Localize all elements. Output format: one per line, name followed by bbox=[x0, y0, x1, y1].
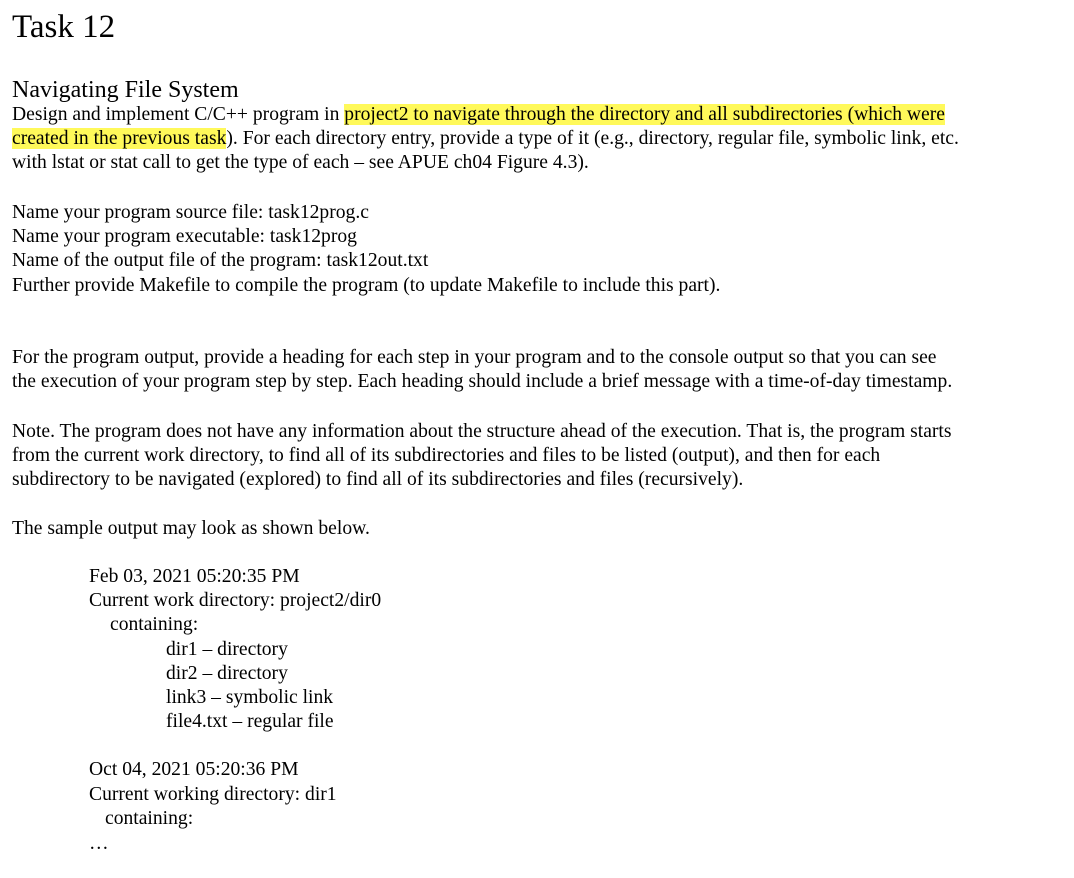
highlighted-text-2: created in the previous task bbox=[12, 128, 227, 150]
sample-entry: dir2 – directory bbox=[166, 663, 288, 684]
sample-intro bbox=[12, 517, 1062, 541]
intro-text-2b: ). For each directory entry, provide a type of it (e.g., directory, regular file, symbolic link, etc. bbox=[226, 128, 959, 150]
sample-ellipsis: … bbox=[89, 833, 109, 854]
output-line-2: the execution of your program step by step. Each heading should include a brief message with a time-of-day timestamp. bbox=[12, 371, 953, 393]
sample-entry: dir1 – directory bbox=[166, 639, 288, 660]
sample-containing-1: containing: bbox=[110, 614, 199, 635]
intro-text-1a: Design and implement C/C++ program in bbox=[12, 104, 345, 125]
sample-cwd-2: Current working directory: dir1 bbox=[89, 784, 337, 805]
names-paragraph bbox=[12, 201, 1062, 298]
makefile-line: Further provide Makefile to compile the program (to update Makefile to include this part). bbox=[12, 274, 721, 296]
intro-paragraph bbox=[12, 103, 1062, 176]
note-line-1: Note. The program does not have any information about the structure ahead of the execution. That is, the program starts bbox=[12, 421, 952, 442]
sample-timestamp-1: Feb 03, 2021 05:20:35 PM bbox=[89, 566, 300, 587]
sample-containing-2: containing: bbox=[105, 808, 194, 829]
sample-cwd-1: Current work directory: project2/dir0 bbox=[89, 590, 382, 611]
sample-intro-line: The sample output may look as shown below. bbox=[12, 518, 370, 539]
output-line-1: For the program output, provide a heading for each step in your program and to the console output so that you can see bbox=[12, 347, 937, 368]
note-paragraph bbox=[12, 420, 1062, 493]
task-title: Task 12 bbox=[12, 9, 116, 45]
output-paragraph bbox=[12, 346, 1062, 394]
output-file-line: Name of the output file of the program: task12out.txt bbox=[12, 250, 429, 272]
note-line-3: subdirectory to be navigated (explored) to find all of its subdirectories and files (recursively). bbox=[12, 469, 744, 491]
intro-line-1 bbox=[12, 103, 1062, 127]
executable-line: Name your program executable: task12prog bbox=[12, 226, 357, 248]
intro-line-3: with lstat or stat call to get the type of each – see APUE ch04 Figure 4.3). bbox=[12, 152, 589, 174]
intro-line-2 bbox=[12, 127, 1062, 151]
section-heading: Navigating File System bbox=[12, 77, 239, 103]
sample-timestamp-2: Oct 04, 2021 05:20:36 PM bbox=[89, 759, 299, 780]
highlighted-text-1: project2 to navigate through the directory and all subdirectories (which were bbox=[344, 104, 945, 125]
note-line-2: from the current work directory, to find all of its subdirectories and files to be listed (output), and then for each bbox=[12, 445, 881, 467]
sample-entry: link3 – symbolic link bbox=[166, 687, 334, 708]
sample-entry: file4.txt – regular file bbox=[166, 711, 334, 732]
source-file-line: Name your program source file: task12prog.c bbox=[12, 202, 369, 223]
